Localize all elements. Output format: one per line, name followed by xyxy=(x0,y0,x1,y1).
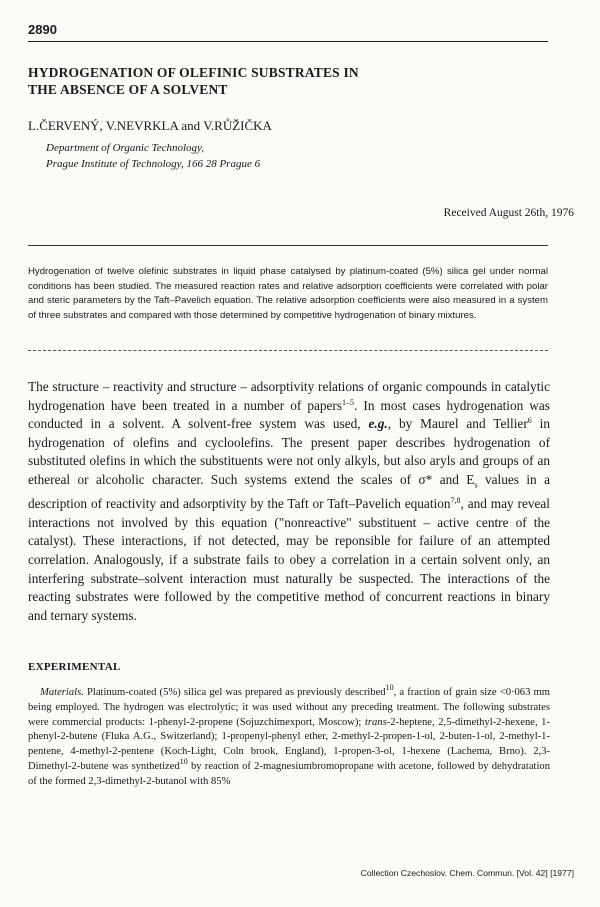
intro-text-1: The structure – reactivity and structure – adsorptivity relations of organic compounds in catalytic hydrogenation have been treated in a number of papers xyxy=(28,379,550,413)
section-heading-experimental: EXPERIMENTAL xyxy=(28,661,121,673)
citation-5: 10 xyxy=(179,756,188,766)
journal-footer: Collection Czechoslov. Chem. Commun. [Vol. 42] [1977] xyxy=(360,868,574,878)
abstract: Hydrogenation of twelve olefinic substrates in liquid phase catalysed by platinum-coated (5%) silica gel under normal conditions has been studied. The measured reaction rates and relative adsorption coefficients were correlated with polar and steric parameters by the Taft–Pavelich equation. The relative adsorption coefficients were also measured in a system of three substrates and compared with those determined by competitive hydrogenation of binary mixtures. xyxy=(28,266,548,321)
article-title xyxy=(28,64,528,98)
intro-text-4: in hydrogenation of olefins and cycloolefins. The present paper describes hydrogenation of substituted olefins in which the substituents were not only alkyls, but also aryls and groups of an ethereal or alcoholic character. Such systems extend the scales of σ* and E xyxy=(28,416,550,487)
citation-4: 10 xyxy=(385,683,394,692)
intro-text-3: , by Maurel and Tellier xyxy=(387,416,528,432)
citation-1: 1–5 xyxy=(342,397,355,407)
received-date: Received August 26th, 1976 xyxy=(443,207,574,219)
intro-text-2: . In most cases hydrogenation was conducted in a solvent. A solvent-free system was used, xyxy=(28,397,550,432)
title-line-2: THE ABSENCE OF A SOLVENT xyxy=(28,82,228,97)
materials-text-1: Platinum-coated (5%) silica gel was prepared as previously described xyxy=(83,687,386,698)
page-number: 2890 xyxy=(28,22,57,37)
title-line-1: HYDROGENATION OF OLEFINIC SUBSTRATES IN xyxy=(28,65,359,80)
abstract-top-rule xyxy=(28,245,548,246)
materials-text-2: , a fraction of grain size <0·063 mm being employed. The hydrogen was electrolytic; it was used without any preceding treatment. The following substrates were commercial products: 1-phenyl-2-propene (Sojuzchimexport, Moscow); xyxy=(28,687,551,728)
affiliation-line-2: Prague Institute of Technology, 166 28 Prague 6 xyxy=(46,158,261,170)
affiliation-line-1: Department of Organic Technology, xyxy=(46,142,205,154)
header-rule xyxy=(28,41,548,42)
intro-text-5: values in a description of reactivity and adsorptivity by the Taft or Taft–Pavelich equation xyxy=(28,471,550,512)
materials-paragraph xyxy=(28,683,551,790)
trans-prefix: trans xyxy=(364,716,387,728)
affiliation xyxy=(46,140,260,172)
materials-label: Materials. xyxy=(40,687,84,698)
materials-text-4: by reaction of 2-magnesiumbromopropane with acetone, followed by dehydratation of the formed 2,3-dimethyl-2-butanol with 85% xyxy=(28,760,551,787)
citation-2: 6 xyxy=(527,416,532,426)
authors: L.ČERVENÝ, V.NEVRKLA and V.RŮŽIČKA xyxy=(28,118,272,133)
page-header xyxy=(28,22,548,42)
citation-3: 7,8 xyxy=(450,496,461,506)
es-subscript: s xyxy=(474,480,478,490)
introduction-paragraph xyxy=(28,378,550,625)
materials-text-3: -2-heptene, 2,5-dimethyl-2-hexene, 1-phenyl-2-butene (Fluka A.G., Switzerland); 1-propenyl-phenyl ether, 2-methyl-2-propen-1-ol, 2-buten-1-ol, 2-methyl-1-pentene, 4-methyl-2-pentene (Koch-Light, Coln brook, England), 1-propen-3-ol, 1-hexene (Lachema, Brno). 2,3-Dimethyl-2-butene was synthetized xyxy=(28,716,551,772)
abstract-bottom-rule xyxy=(28,350,548,351)
intro-text-6: , and may reveal interactions not involved by this equation ("nonreactive" substituent – active centre of the catalyst). These interactions, if not detected, may be reponsible for failure of an attempted correlation. Analogously, if a substrate fails to obey a correlation in a certain solvent only, an interfering substrate–solvent interaction must naturally be suspected. The interactions of the reacting substrates were followed by the competitive method of concurrent reactions in binary and ternary systems. xyxy=(28,496,550,623)
intro-eg: e.g. xyxy=(368,416,388,432)
